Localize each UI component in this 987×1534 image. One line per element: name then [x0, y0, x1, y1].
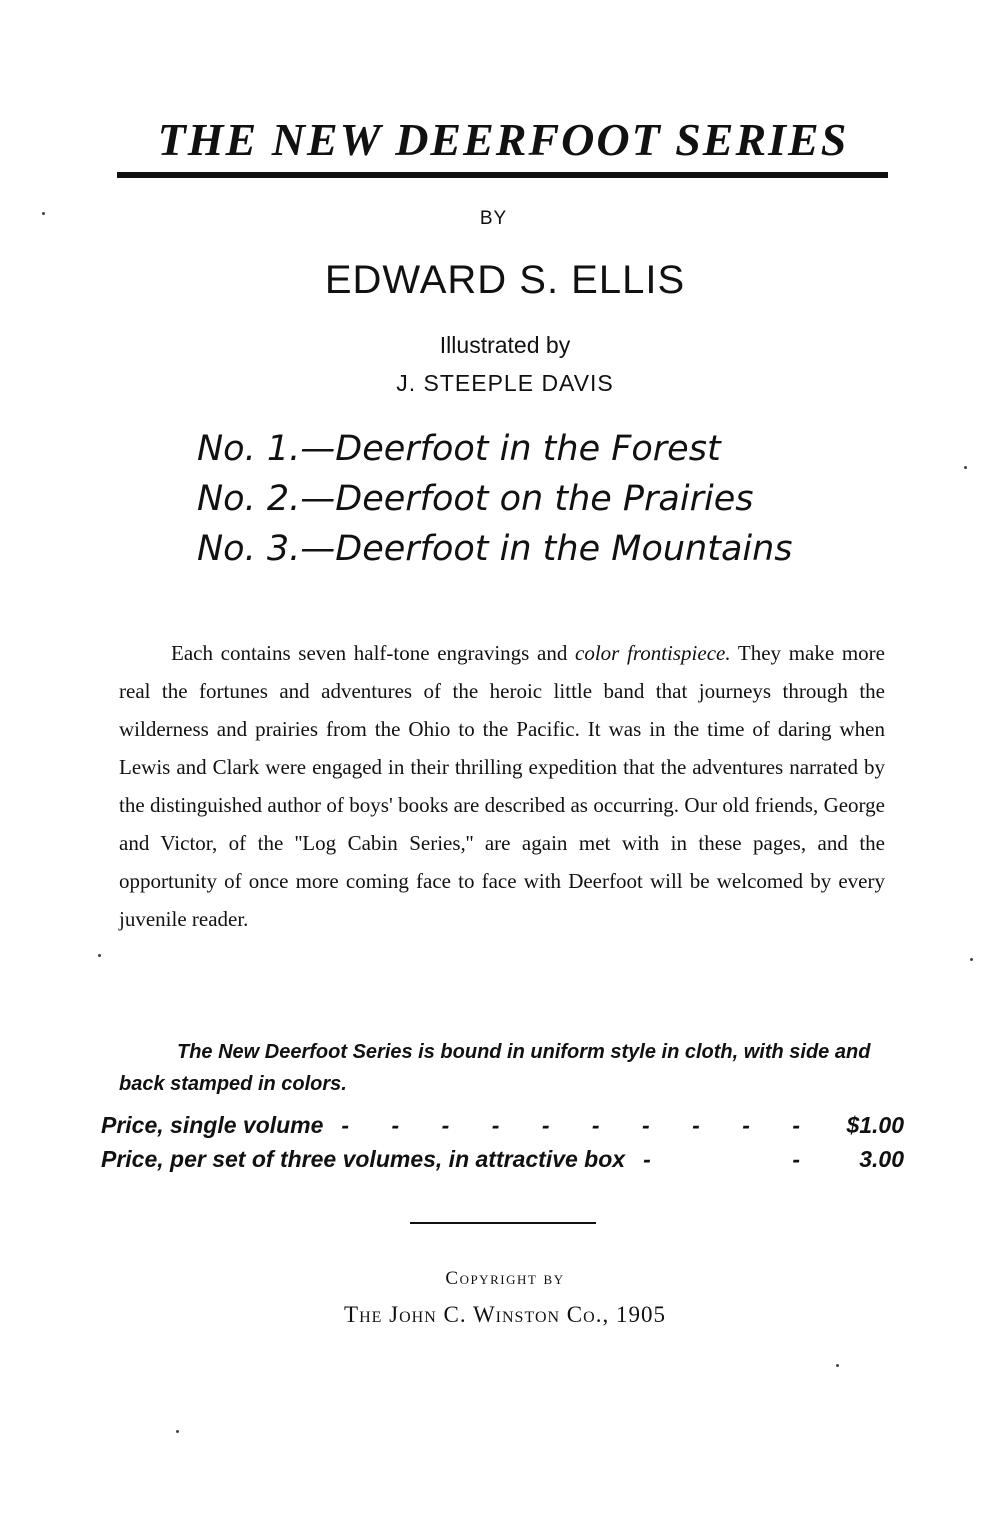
price-leader: - - - - - - - - - - — [341, 1112, 800, 1138]
binding-note: The New Deerfoot Series is bound in uniform style in cloth, with side and back stamped in colors. — [119, 1041, 871, 1095]
price-value: 3.00 — [859, 1146, 904, 1172]
print-speck — [98, 954, 101, 957]
illustrated-by-label: Illustrated by — [439, 332, 571, 358]
print-speck — [176, 1430, 179, 1433]
description-text-after: They make more real the fortunes and adventures of the heroic little band that journeys through the wilderness and prairies from the Ohio to the Pacific. It was in the time of daring when Lewis and Clark were engaged in their thrilling expedition that the adventures narrated by the distinguished author of boys' books are described as occurring. Our old friends, George and Victor, of the ''Log Cabin Series,'' are again met with in these pages, and the opportunity of once more coming face to face with Deerfoot will be welcomed by every juvenile reader. — [119, 641, 885, 931]
print-speck — [836, 1364, 839, 1367]
volume-item: No. 2.—Deerfoot on the Prairies — [197, 479, 754, 519]
illustrator-name: J. STEEPLE DAVIS — [396, 370, 614, 396]
publisher-line: The John C. Winston Co., 1905 — [344, 1302, 666, 1327]
price-list — [101, 1108, 904, 1176]
description-text-before: Each contains seven half-tone engravings and — [171, 641, 575, 665]
author-name: EDWARD S. ELLIS — [324, 258, 686, 302]
title-rule — [117, 172, 888, 178]
price-label: Price, single volume — [101, 1112, 324, 1138]
copyright-label: Copyright by — [445, 1268, 565, 1289]
series-description — [119, 634, 885, 938]
volume-item: No. 1.—Deerfoot in the Forest — [197, 429, 721, 469]
price-row — [101, 1142, 904, 1176]
price-label: Price, per set of three volumes, in attractive box — [101, 1146, 626, 1172]
print-speck — [42, 212, 45, 215]
series-title: THE NEW DEERFOOT SERIES — [157, 114, 849, 165]
price-leader: - - — [643, 1146, 800, 1172]
price-value: $1.00 — [846, 1112, 904, 1138]
section-divider — [410, 1222, 596, 1224]
description-emphasis: color frontispiece. — [575, 641, 731, 665]
print-speck — [964, 466, 967, 469]
volume-item: No. 3.—Deerfoot in the Mountains — [197, 529, 793, 569]
by-label: BY — [479, 208, 508, 229]
price-row — [101, 1108, 904, 1142]
volume-list — [197, 424, 793, 574]
print-speck — [970, 958, 973, 961]
